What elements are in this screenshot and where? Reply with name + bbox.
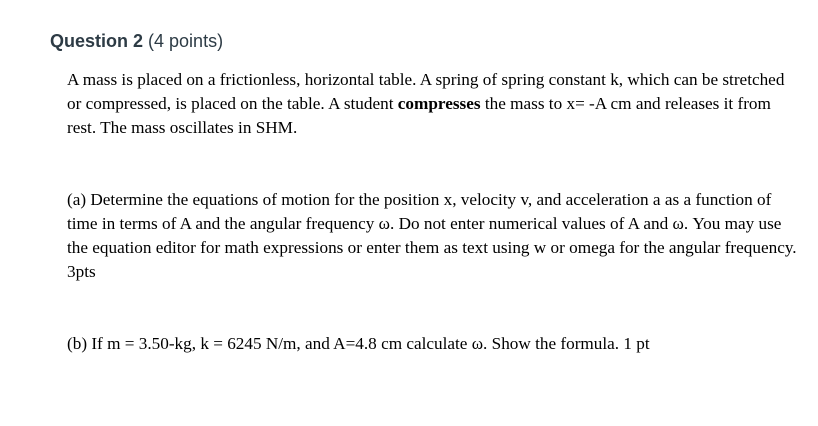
part-a-paragraph: (a) Determine the equations of motion for the position x, velocity v, and acceleration a as a function of time in terms of A and the angular frequency ω. Do not enter numerical values of A and ω. You may use the equation editor for math expressions or enter them as text using w or omega for the angular frequency. 3pts bbox=[67, 190, 797, 281]
question-title: Question 2 bbox=[50, 31, 144, 51]
intro-bold-word: compresses bbox=[397, 94, 481, 113]
question-header bbox=[50, 31, 223, 52]
intro-text-start: A mass is placed on a frictionless, horizontal table. A spring of spring constant k, which can be stretched or compressed, is placed on the table. A student bbox=[67, 70, 785, 113]
intro-paragraph bbox=[67, 68, 797, 140]
part-b-paragraph: (b) If m = 3.50-kg, k = 6245 N/m, and A=4.8 cm calculate ω. Show the formula. 1 pt bbox=[67, 334, 650, 353]
question-points: (4 points) bbox=[148, 31, 224, 51]
question-body bbox=[67, 68, 797, 356]
intro-text-end: the mass to x= -A cm and releases it from rest. The mass oscillates in SHM. bbox=[67, 94, 771, 137]
